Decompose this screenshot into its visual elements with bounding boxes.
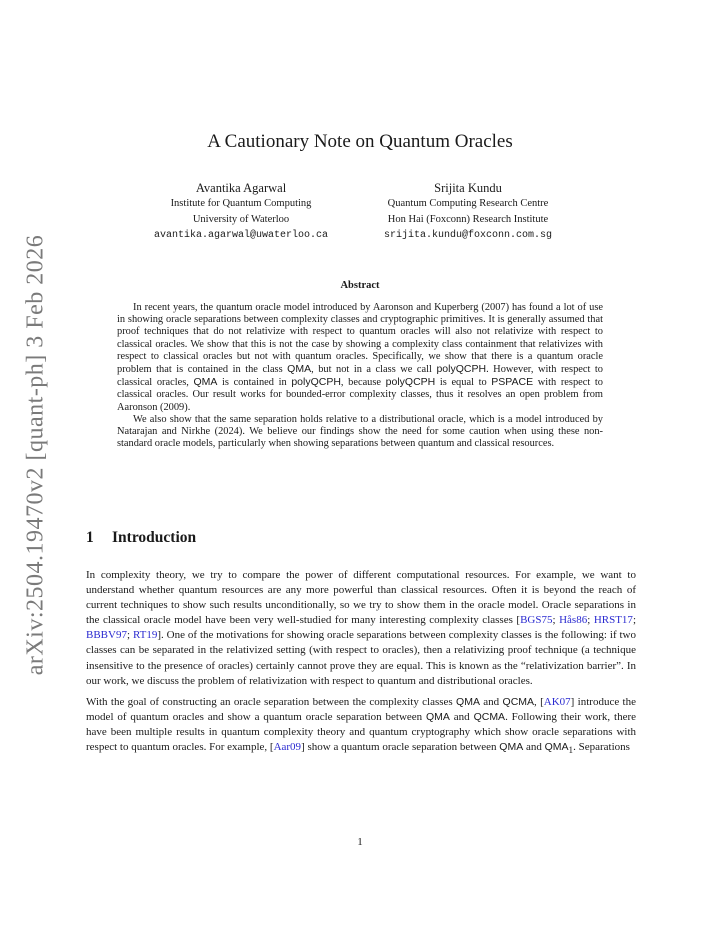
author-email[interactable]: srijita.kundu@foxconn.com.sg	[383, 230, 553, 241]
subscript: 1	[568, 745, 574, 756]
complexity-class: QCMA	[502, 695, 535, 708]
abstract-paragraph	[117, 302, 603, 414]
section-number: 1	[86, 529, 94, 546]
citation-link[interactable]: Hås86	[559, 614, 588, 627]
body-text: With the goal of constructing an oracle separation between the complexity classes	[86, 695, 457, 708]
complexity-class: QMA	[456, 695, 480, 708]
arxiv-identifier: arXiv:2504.19470v2 [quant-ph] 3 Feb 2026	[22, 234, 49, 676]
complexity-class: polyQCPH	[436, 363, 487, 376]
citation-link[interactable]: HRST17	[593, 614, 633, 627]
abstract-text: is contained in	[217, 377, 292, 389]
body-text: ;	[552, 614, 560, 627]
introduction-body	[86, 568, 636, 764]
complexity-class: PSPACE	[491, 376, 534, 389]
abstract-body	[117, 302, 603, 450]
author-name: Avantika Agarwal	[195, 181, 287, 195]
complexity-class: QMA	[544, 741, 569, 754]
body-text: ] introduce the model of quantum oracles and show a quantum oracle separation between	[86, 695, 636, 723]
body-text: ;	[587, 614, 594, 627]
body-text: ;	[126, 629, 133, 642]
abstract-paragraph: We also show that the same separation holds relative to a distributional oracle, which is a model introduced by Natarajan and Nirkhe (2024). We believe our findings show the need for some caution when using these non-standard oracle models, particularly when showing separations between quantum and classical resources.	[117, 413, 603, 450]
body-text: , [	[534, 695, 544, 708]
page-number: 1	[357, 836, 363, 848]
complexity-class: QMA	[193, 376, 218, 389]
body-text: In complexity theory, we try to compare the power of different computational resources. For example, we want to understand whether quantum resources are any more powerful than classical resources. Often it is beyond the reach of current techniques to show such results unconditionally, so we try to show them in the oracle model. Oracle separations in the classical oracle model have been very well-studied for many interesting complexity classes [	[86, 569, 636, 627]
complexity-class: QMA	[426, 710, 450, 723]
author-name: Srijita Kundu	[434, 181, 502, 195]
abstract-text: In recent years, the quantum oracle model introduced by Aaronson and Kuperberg (2007) has found a lot of use in showing oracle separations between complexity classes and cryptographic primitives. It is generally assumed that proof techniques that do not relativize with respect to quantum oracles will also not relativize with respect to classical oracles. We show that this is not the case by showing a complexity class containment that relativizes with respect to classical oracles but not with quantum oracles. Specifically, we show that there is a quantum oracle problem that is contained in the class	[117, 302, 603, 376]
author-affiliation: Quantum Computing Research Centre	[387, 198, 549, 209]
author-affiliation: University of Waterloo	[192, 214, 290, 225]
citation-link[interactable]: BBBV97	[86, 629, 127, 642]
intro-paragraph	[86, 695, 636, 759]
section-title: Introduction	[112, 529, 197, 546]
abstract-text: . However, with respect to classical oracles,	[117, 364, 603, 389]
abstract-text: with respect to classical oracles. Our result works for bounded-error complexity classes, thus it resolves an open problem from Aaronson (2009).	[117, 377, 603, 413]
abstract-heading: Abstract	[340, 280, 380, 291]
abstract-text: , but not in a class we call	[311, 364, 437, 376]
abstract-text: is equal to	[435, 377, 492, 389]
complexity-class: polyQCPH	[385, 376, 436, 389]
author-block-2	[358, 180, 578, 244]
complexity-class: QMA	[287, 363, 312, 376]
body-text: and	[479, 695, 503, 708]
citation-link[interactable]: AK07	[543, 695, 571, 708]
abstract-text: , because	[340, 377, 386, 389]
citation-link[interactable]: BGS75	[520, 614, 553, 627]
body-text: ] show a quantum oracle separation between	[301, 741, 500, 754]
paper-title: A Cautionary Note on Quantum Oracles	[207, 131, 513, 152]
body-text: ;	[632, 614, 636, 627]
citation-link[interactable]: Aar09	[273, 741, 302, 754]
author-email[interactable]: avantika.agarwal@uwaterloo.ca	[153, 230, 329, 241]
body-text: . Following their work, there have been multiple results in quantum complexity theory and quantum cryptography which show oracle separations with respect to quantum oracles. For example, [	[86, 710, 637, 754]
complexity-class: polyQCPH	[291, 376, 341, 389]
section-heading	[86, 529, 196, 547]
body-text: and	[523, 741, 545, 754]
citation-link[interactable]: RT19	[132, 629, 158, 642]
body-text: ]. One of the motivations for showing oracle separations between complexity classes is the following: if two classes can be separated in the relativized setting (with respect to oracles), then a relativizing proof technique (a technique insensitive to the presence of oracles) certainly cannot prove they are equal. This is known as the “relativization barrier”. In our work, we discuss the problem of relativization with respect to quantum and distributional oracles.	[86, 629, 637, 687]
body-text: and	[449, 710, 474, 723]
author-block-1	[141, 180, 341, 244]
body-text: . Separations	[573, 741, 630, 754]
author-affiliation: Institute for Quantum Computing	[170, 198, 312, 209]
author-affiliation: Hon Hai (Foxconn) Research Institute	[387, 214, 549, 225]
intro-paragraph	[86, 568, 636, 689]
complexity-class: QMA	[499, 741, 524, 754]
complexity-class: QCMA	[473, 710, 506, 723]
